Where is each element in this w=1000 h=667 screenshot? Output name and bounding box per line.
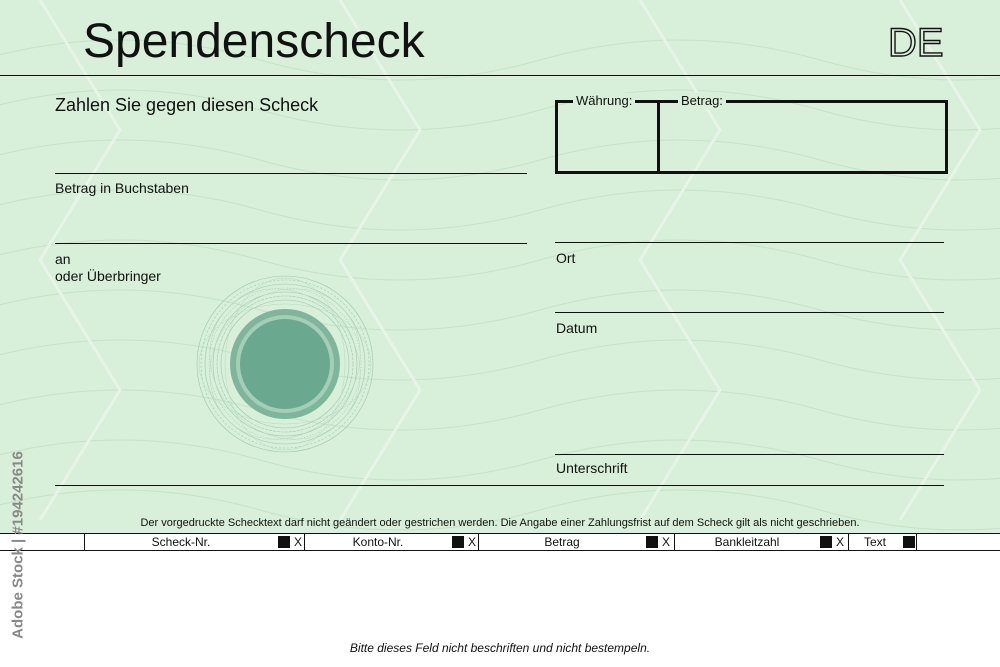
amount-box-divider [657, 100, 660, 174]
place-label: Ort [556, 250, 576, 266]
date-line[interactable] [555, 312, 944, 313]
stock-watermark [6, 430, 30, 660]
code-line-marker [278, 536, 290, 548]
bottom-rule [55, 485, 944, 486]
code-field-check-number: Scheck-Nr. [151, 535, 211, 549]
date-label: Datum [556, 320, 598, 336]
payee-line[interactable] [55, 243, 527, 244]
header-rule [0, 75, 1000, 76]
code-line-marker [903, 536, 915, 548]
code-field-text: Text [863, 535, 886, 549]
payee-label-line2: oder Überbringer [55, 268, 161, 284]
legal-notice: Der vorgedruckte Schecktext darf nicht geändert oder gestrichen werden. Die Angabe einer Zahlungsfrist auf dem Scheck gilt als nicht geschrieben. [140, 517, 860, 529]
code-field-bank-code: Bankleitzahl [714, 535, 780, 549]
code-line-marker [646, 536, 658, 548]
code-line-x: X [468, 535, 477, 549]
code-line-x: X [662, 535, 671, 549]
code-line [0, 533, 1000, 551]
check-title: Spendenscheck [83, 15, 425, 68]
signature-label: Unterschrift [556, 460, 628, 476]
code-line-marker [452, 536, 464, 548]
code-line-x: X [836, 535, 845, 549]
code-field-account-number: Konto-Nr. [352, 535, 404, 549]
amount-words-line[interactable] [55, 173, 527, 174]
security-seal [195, 274, 375, 454]
country-code: DE [888, 21, 944, 65]
amount-label: Betrag: [678, 93, 726, 108]
code-line-x: X [294, 535, 303, 549]
currency-label: Währung: [573, 93, 635, 108]
amount-words-label: Betrag in Buchstaben [55, 180, 189, 196]
footer-note: Bitte dieses Feld nicht beschriften und nicht bestempeln. [349, 641, 651, 655]
payee-label-line1: an [55, 251, 71, 267]
code-line-separator [916, 534, 917, 550]
signature-line[interactable] [555, 454, 944, 455]
pay-instruction: Zahlen Sie gegen diesen Scheck [55, 95, 319, 115]
code-line-marker [820, 536, 832, 548]
watermark-text: Adobe Stock | #194242616 [9, 451, 27, 639]
place-line[interactable] [555, 242, 944, 243]
code-field-amount: Betrag [544, 535, 580, 549]
amount-box[interactable] [555, 100, 948, 174]
